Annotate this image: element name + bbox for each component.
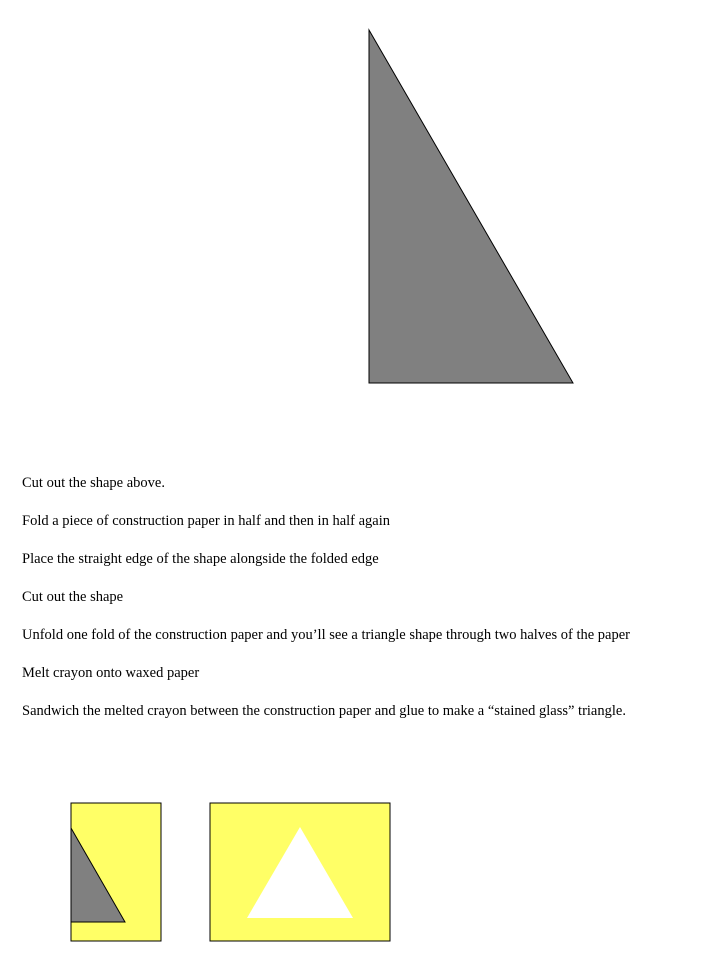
instruction-step-6: Melt crayon onto waxed paper <box>22 665 200 681</box>
template-triangle-shape <box>369 30 573 383</box>
instruction-step-5: Unfold one fold of the construction paper and you’ll see a triangle shape through two halves of the paper <box>22 627 631 643</box>
folded-paper-illustration <box>71 803 161 941</box>
instruction-step-3: Place the straight edge of the shape alongside the folded edge <box>22 551 379 567</box>
unfolded-paper-illustration <box>210 803 390 941</box>
instruction-step-7: Sandwich the melted crayon between the construction paper and glue to make a “stained glass” triangle. <box>22 703 626 719</box>
instruction-step-4: Cut out the shape <box>22 589 124 605</box>
instruction-step-2: Fold a piece of construction paper in half and then in half again <box>22 513 391 529</box>
instruction-step-1: Cut out the shape above. <box>22 475 165 491</box>
instruction-list <box>22 474 672 740</box>
